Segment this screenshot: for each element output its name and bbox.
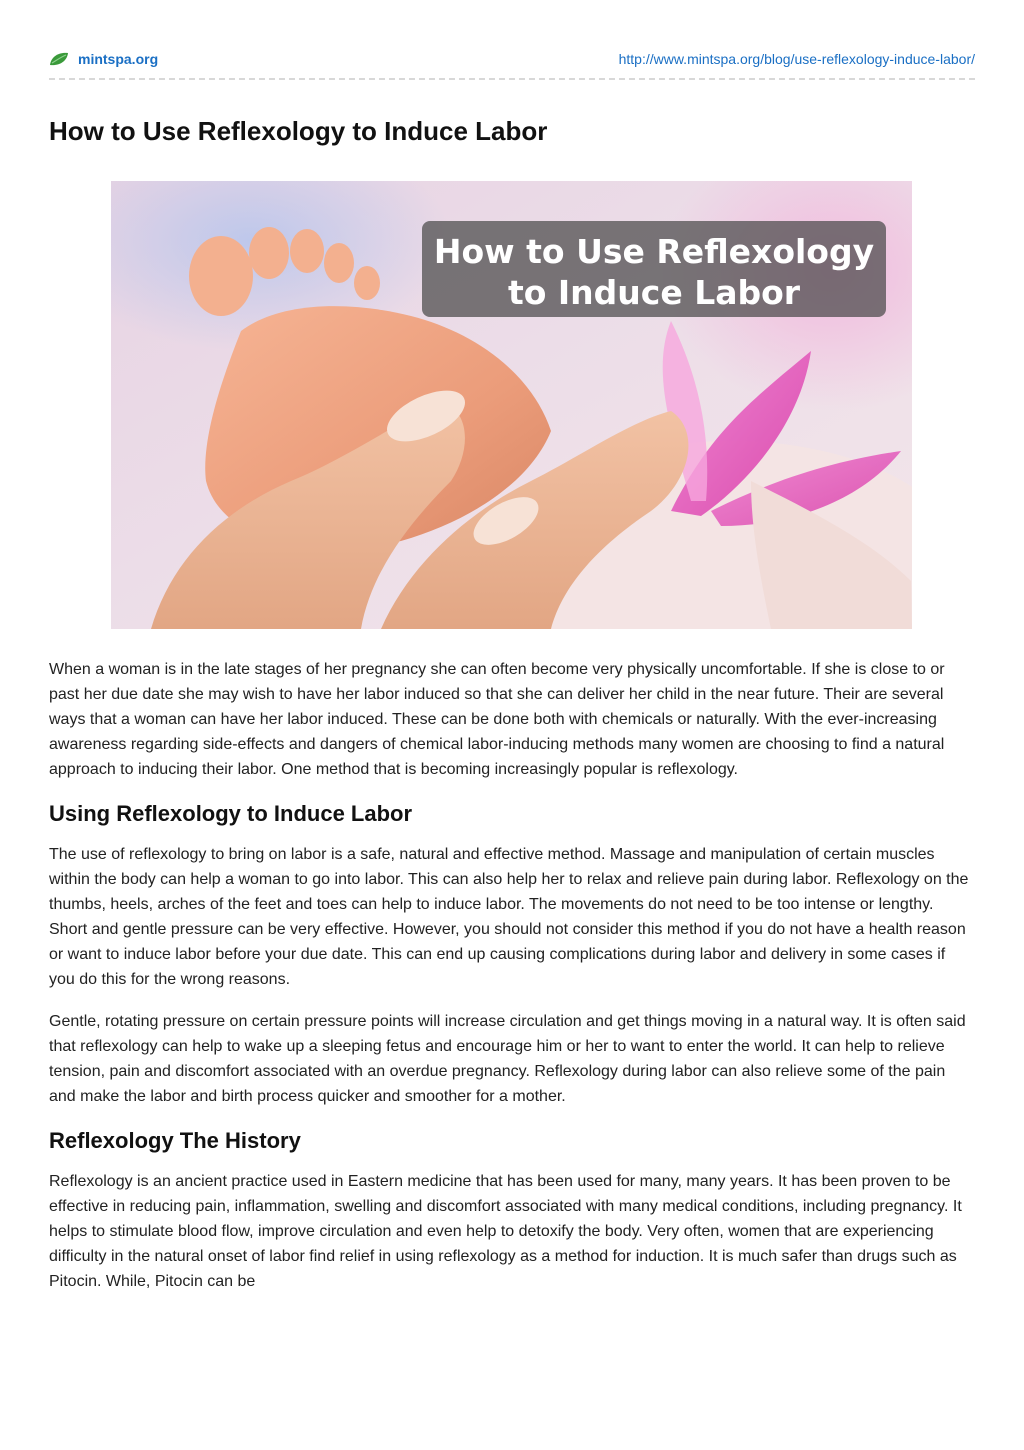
section-paragraph: Gentle, rotating pressure on certain pressure points will increase circulation and get things moving in a natural way. It is often said that reflexology can help to wake up a sleeping fetus and encourage him or her to want to enter the world. It can help to relieve tension, pain and discomfort associated with an overdue pregnancy. Reflexology during labor can also relieve some of the pain and make the labor and birth process quicker and smoother for a mother. xyxy=(49,1013,966,1105)
source-url-link[interactable]: http://www.mintspa.org/blog/use-reflexology-induce-labor/ xyxy=(618,51,975,67)
article-body xyxy=(49,657,975,1311)
intro-paragraph: When a woman is in the late stages of her pregnancy she can often become very physically uncomfortable. If she is close to or past her due date she may wish to have her labor induced so that she can deliver her child in the near future. Their are several ways that a woman can have her labor induced. These can be done both with chemicals or naturally. With the ever-increasing awareness regarding side-effects and dangers of chemical labor-inducing methods many women are choosing to find a natural approach to inducing their labor. One method that is becoming increasingly popular is reflexology. xyxy=(49,661,945,778)
site-name-link[interactable]: mintspa.org xyxy=(78,51,159,67)
page-title: How to Use Reflexology to Induce Labor xyxy=(49,116,548,146)
leaf-icon xyxy=(49,52,69,66)
section-heading: Reflexology The History xyxy=(49,1128,301,1153)
image-overlay-line1: How to Use Reflexology xyxy=(433,232,875,271)
reflexology-photo xyxy=(111,181,912,629)
section-paragraph: Reflexology is an ancient practice used in Eastern medicine that has been used for many, many years. It has been proven to be effective in reducing pain, inflammation, swelling and discomfort associated with many medical conditions, including pregnancy. It helps to stimulate blood flow, improve circulation and even help to detoxify the body. Very often, women that are experiencing difficulty in the natural onset of labor find relief in using reflexology as a method for induction. It is much safer than drugs such as Pitocin. While, Pitocin can be xyxy=(49,1173,962,1290)
section-paragraph: The use of reflexology to bring on labor is a safe, natural and effective method. Massage and manipulation of certain muscles within the body can help a woman to go into labor. This can also help her to relax and relieve pain during labor. Reflexology on the thumbs, heels, arches of the feet and toes can help to induce labor. The movements do not need to be too intense or lengthy. Short and gentle pressure can be very effective. However, you should not consider this method if you do not have a health reason or want to induce labor before your due date. This can end up causing complications during labor and delivery in some cases if you do this for the wrong reasons. xyxy=(49,846,969,988)
image-overlay-line2: to Induce Labor xyxy=(507,273,801,312)
section-heading: Using Reflexology to Induce Labor xyxy=(49,801,413,826)
header-divider xyxy=(49,78,975,80)
hero-image xyxy=(111,181,912,629)
page-header xyxy=(49,50,975,70)
